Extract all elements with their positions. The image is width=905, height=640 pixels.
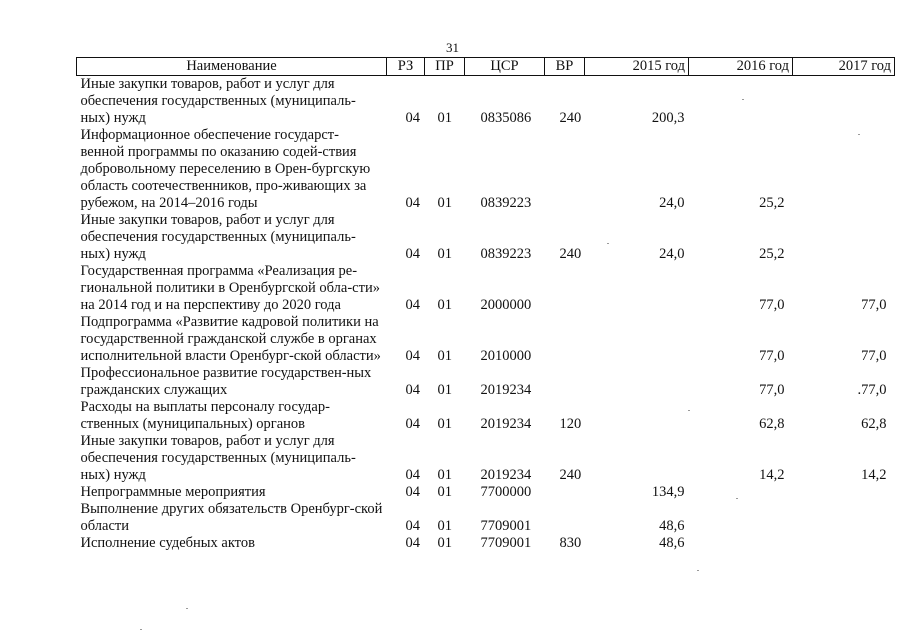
header-rz: РЗ: [387, 58, 425, 76]
row-2017: [793, 212, 895, 263]
row-rz: 04: [405, 416, 420, 432]
row-2015: [585, 433, 689, 484]
row-2015: 24,0: [659, 246, 685, 262]
row-name: Исполнение судебных актов: [80, 535, 255, 551]
table-row: [77, 433, 895, 484]
table-body: [77, 76, 895, 553]
row-pr: 01: [437, 110, 452, 126]
row-pr: 01: [437, 195, 452, 211]
page-number: 31: [446, 40, 459, 55]
row-csr: 7700000: [480, 484, 532, 500]
row-vr: 120: [559, 416, 582, 432]
row-2015: [585, 263, 689, 314]
scan-speck: [607, 243, 609, 244]
row-pr: 01: [437, 484, 452, 500]
row-pr: 01: [437, 246, 452, 262]
table-row: [77, 263, 895, 314]
row-2017: [793, 127, 895, 212]
header-2016: 2016 год: [689, 58, 793, 76]
row-vr: 240: [559, 246, 582, 262]
header-2017: 2017 год: [793, 58, 895, 76]
row-vr: [545, 263, 585, 314]
row-csr: 0839223: [480, 195, 532, 211]
row-pr: 01: [437, 382, 452, 398]
table-row: [77, 399, 895, 433]
row-2017: 77,0: [861, 297, 887, 313]
row-2017: 62,8: [861, 416, 887, 432]
row-2015: 134,9: [651, 484, 685, 500]
row-csr: 2010000: [480, 348, 532, 364]
row-name: Непрограммные мероприятия: [80, 484, 266, 500]
row-2016: 77,0: [759, 297, 785, 313]
row-2017: 14,2: [861, 467, 887, 483]
scan-speck: [140, 629, 142, 630]
row-2017: .77,0: [857, 382, 887, 398]
scan-speck: [736, 498, 738, 499]
header-vr: ВР: [545, 58, 585, 76]
table-row: [77, 76, 895, 128]
row-rz: 04: [405, 297, 420, 313]
row-2016: [689, 501, 793, 535]
row-csr: 7709001: [480, 535, 532, 551]
row-csr: 2019234: [480, 382, 532, 398]
row-2015: 48,6: [659, 535, 685, 551]
row-rz: 04: [405, 518, 420, 534]
row-2016: 77,0: [759, 382, 785, 398]
table-row: [77, 535, 895, 552]
row-rz: 04: [405, 246, 420, 262]
row-2015: 48,6: [659, 518, 685, 534]
row-2017: 77,0: [861, 348, 887, 364]
row-2016: 25,2: [759, 195, 785, 211]
row-2015: 24,0: [659, 195, 685, 211]
header-pr: ПР: [425, 58, 465, 76]
scan-speck: [186, 608, 188, 609]
table-row: [77, 501, 895, 535]
row-2017: [793, 484, 895, 501]
row-name: Выполнение других обязательств Оренбург-ской области: [80, 501, 383, 534]
row-2017: [793, 76, 895, 128]
row-2016: [689, 76, 793, 128]
row-csr: 2019234: [480, 467, 532, 483]
table-row: [77, 127, 895, 212]
row-name: Профессиональное развитие государствен-ных гражданских служащих: [80, 365, 372, 398]
row-rz: 04: [405, 535, 420, 551]
row-vr: 240: [559, 467, 582, 483]
row-csr: 7709001: [480, 518, 532, 534]
row-pr: 01: [437, 518, 452, 534]
row-vr: [545, 501, 585, 535]
row-pr: 01: [437, 297, 452, 313]
row-2016: 77,0: [759, 348, 785, 364]
row-csr: 2000000: [480, 297, 532, 313]
scan-speck: [858, 134, 860, 135]
row-csr: 2019234: [480, 416, 532, 432]
row-2016: 62,8: [759, 416, 785, 432]
scan-speck: [742, 99, 744, 100]
table-row: [77, 484, 895, 501]
row-rz: 04: [405, 195, 420, 211]
row-vr: 240: [559, 110, 582, 126]
row-vr: [545, 365, 585, 399]
row-2017: [793, 535, 895, 552]
row-rz: 04: [405, 382, 420, 398]
row-name: Информационное обеспечение государст-венной программы по оказанию содей-ствия добровольному переселению в Орен-бургскую область соотечественников, про-живающих за рубежом, на 2014–2016 годы: [80, 127, 371, 211]
table-header: [77, 58, 895, 76]
scan-speck: [688, 410, 690, 411]
scan-speck: [697, 570, 699, 571]
row-2015: [585, 314, 689, 365]
row-vr: [545, 484, 585, 501]
row-2015: 200,3: [651, 110, 685, 126]
row-name: Иные закупки товаров, работ и услуг для обеспечения государственных (муниципаль-ных) нужд: [80, 433, 356, 483]
row-2016: [689, 535, 793, 552]
table-row: [77, 314, 895, 365]
budget-table: [76, 57, 895, 552]
row-rz: 04: [405, 348, 420, 364]
row-vr: 830: [559, 535, 582, 551]
row-pr: 01: [437, 348, 452, 364]
table-row: [77, 212, 895, 263]
row-2016: 14,2: [759, 467, 785, 483]
row-vr: [545, 314, 585, 365]
table-row: [77, 365, 895, 399]
row-pr: 01: [437, 416, 452, 432]
row-pr: 01: [437, 535, 452, 551]
row-rz: 04: [405, 467, 420, 483]
row-name: Иные закупки товаров, работ и услуг для обеспечения государственных (муниципаль-ных) нужд: [80, 212, 356, 262]
row-pr: 01: [437, 467, 452, 483]
row-2016: [689, 484, 793, 501]
row-csr: 0835086: [480, 110, 532, 126]
header-2015: 2015 год: [585, 58, 689, 76]
row-name: Иные закупки товаров, работ и услуг для обеспечения государственных (муниципаль-ных) нужд: [80, 76, 356, 126]
row-2017: [793, 501, 895, 535]
row-csr: 0839223: [480, 246, 532, 262]
row-vr: [545, 127, 585, 212]
row-name: Расходы на выплаты персоналу государ-ственных (муниципальных) органов: [80, 399, 330, 432]
row-2015: [585, 399, 689, 433]
header-name: Наименование: [77, 58, 387, 76]
row-2016: 25,2: [759, 246, 785, 262]
row-2015: [585, 365, 689, 399]
row-name: Подпрограмма «Развитие кадровой политики на государственной гражданской службе в органах исполнительной власти Оренбург-ской области»: [80, 314, 381, 364]
row-name: Государственная программа «Реализация ре-гиональной политики в Оренбургской обла-сти» на 2014 год и на перспективу до 2020 года: [80, 263, 380, 313]
row-rz: 04: [405, 110, 420, 126]
header-csr: ЦСР: [465, 58, 545, 76]
row-rz: 04: [405, 484, 420, 500]
